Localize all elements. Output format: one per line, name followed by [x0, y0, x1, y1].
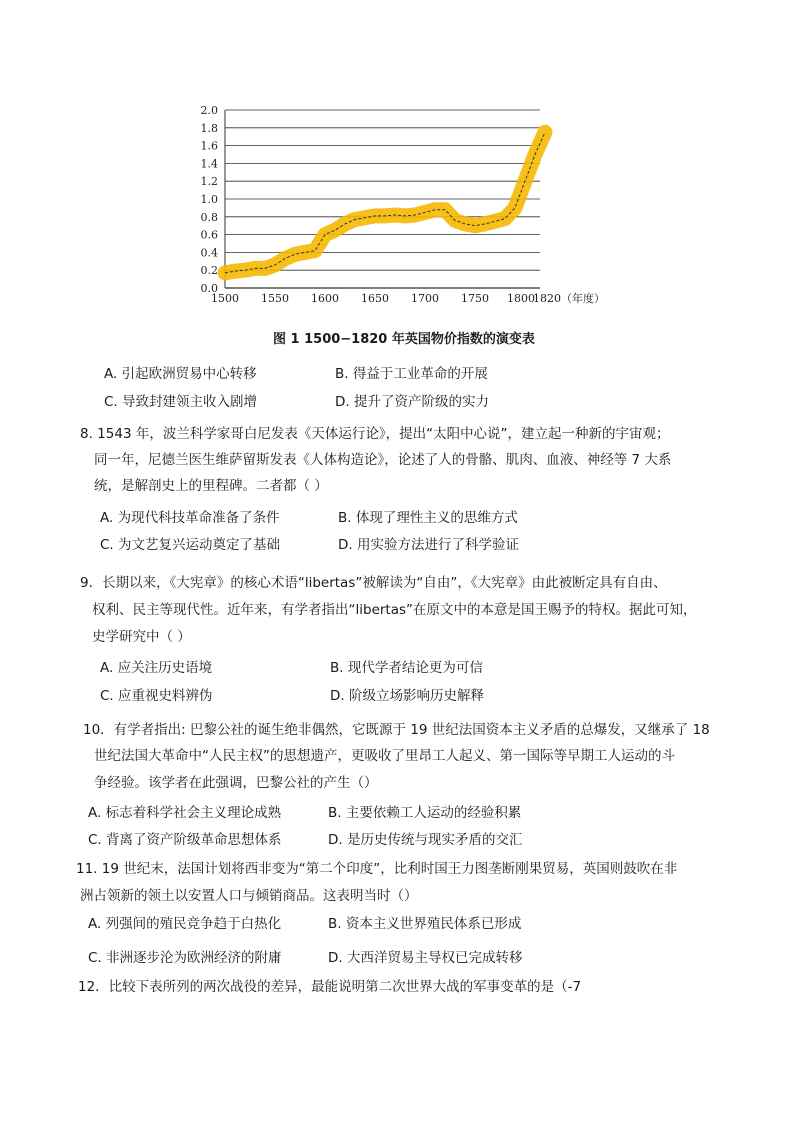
price-index-chart	[190, 100, 610, 315]
q8-option-a[interactable]: A. 为现代科技革命准备了条件	[100, 510, 280, 526]
y-axis-ticks	[201, 104, 219, 295]
y-tick-label: 2.0	[200, 104, 218, 117]
x-tick-label: 1600	[311, 292, 339, 305]
y-tick-label: 0.6	[200, 228, 218, 242]
y-tick-label: 0.4	[200, 246, 218, 260]
q12-stem-line1: 12．比较下表所列的两次战役的差异，最能说明第二次世界大战的军事变革的是（-7	[78, 979, 582, 995]
x-tick-label: 1800	[507, 292, 535, 305]
x-tick-label: 1500	[211, 292, 239, 305]
q11-option-d[interactable]: D. 大西洋贸易主导权已完成转移	[328, 950, 523, 966]
q11-option-b[interactable]: B. 资本主义世界殖民体系已形成	[328, 916, 522, 932]
y-tick-label: 1.4	[200, 157, 218, 171]
q11-stem-line2: 洲占领新的领土以安置人口与倾销商品。这表明当时（）	[80, 888, 418, 904]
q9-option-d[interactable]: D. 阶级立场影响历史解释	[330, 688, 484, 704]
y-tick-label: 1.0	[200, 193, 218, 206]
x-tick-label: 1820	[533, 292, 561, 305]
x-axis-ticks	[211, 292, 561, 305]
q7-option-c[interactable]: C. 导致封建领主收入剧增	[104, 394, 258, 410]
y-tick-label: 1.2	[200, 175, 218, 189]
y-tick-label: 1.6	[200, 139, 218, 153]
x-tick-label: 1650	[361, 292, 389, 305]
q9-stem-line3: 史学研究中（ ）	[92, 629, 191, 645]
q9-option-b[interactable]: B. 现代学者结论更为可信	[330, 660, 483, 676]
q8-stem-line1: 8. 1543 年，波兰科学家哥白尼发表《天体运行论》，提出“太阳中心说”，建立起一种新的宇宙观；	[80, 426, 670, 442]
q9-option-c[interactable]: C. 应重视史料辨伪	[100, 688, 213, 704]
x-tick-label: 1700	[411, 292, 439, 305]
q7-option-d[interactable]: D. 提升了资产阶级的实力	[335, 394, 489, 410]
q11-option-c[interactable]: C. 非洲逐步沦为欧洲经济的附庸	[88, 950, 282, 966]
q10-stem-line2: 世纪法国大革命中“人民主权”的思想遗产，更吸收了里昂工人起义、第一国际等早期工人运动的斗	[94, 748, 675, 764]
q10-option-a[interactable]: A. 标志着科学社会主义理论成熟	[88, 805, 282, 821]
y-tick-label: 1.8	[200, 121, 218, 135]
q11-stem-line1: 11. 19 世纪末，法国计划将西非变为“第二个印度”，比利时国王力图垄断刚果贸易，英国则鼓吹在非	[76, 861, 678, 877]
q9-stem-line2: 权利、民主等现代性。近年来，有学者指出“libertas”在原文中的本意是国王赐予的特权。据此可知，	[92, 602, 697, 618]
q9-option-a[interactable]: A. 应关注历史语境	[100, 660, 213, 676]
q10-stem-line3: 争经验。该学者在此强调，巴黎公社的产生（）	[94, 775, 378, 791]
q8-option-d[interactable]: D. 用实验方法进行了科学验证	[338, 537, 519, 553]
q8-stem-line2: 同一年，尼德兰医生维萨留斯发表《人体构造论》，论述了人的骨骼、肌肉、血液、神经等 7 大系	[94, 452, 672, 468]
highlight-stroke	[225, 132, 545, 273]
y-tick-label: 0.2	[200, 264, 218, 278]
series-line	[225, 132, 545, 273]
q11-option-a[interactable]: A. 列强间的殖民竞争趋于白热化	[88, 916, 282, 932]
q8-option-b[interactable]: B. 体现了理性主义的思维方式	[338, 510, 518, 526]
q10-option-b[interactable]: B. 主要依赖工人运动的经验积累	[328, 805, 522, 821]
x-axis-label: （年度）	[561, 292, 605, 305]
x-tick-label: 1550	[261, 292, 289, 305]
y-tick-label: 0.8	[200, 210, 218, 224]
q10-option-c[interactable]: C. 背离了资产阶级革命思想体系	[88, 832, 282, 848]
chart-caption: 图 1 1500−1820 年英国物价指数的演变表	[273, 332, 535, 347]
q8-option-c[interactable]: C. 为文艺复兴运动奠定了基础	[100, 537, 281, 553]
q7-option-a[interactable]: A. 引起欧洲贸易中心转移	[104, 366, 257, 382]
q10-option-d[interactable]: D. 是历史传统与现实矛盾的交汇	[328, 832, 523, 848]
q9-stem-line1: 9．长期以来，《大宪章》的核心术语“libertas”被解读为“自由”，《大宪章》由此被断定具有自由、	[80, 575, 667, 591]
y-tick-label: 0.0	[200, 282, 218, 295]
q7-option-b[interactable]: B. 得益于工业革命的开展	[335, 366, 488, 382]
q10-stem-line1: 10．有学者指出: 巴黎公社的诞生绝非偶然，它既源于 19 世纪法国资本主义矛盾的总爆发，又继承了 18	[83, 722, 710, 738]
x-tick-label: 1750	[461, 292, 489, 305]
q8-stem-line3: 统，是解剖史上的里程碑。二者都（ ）	[94, 478, 328, 494]
